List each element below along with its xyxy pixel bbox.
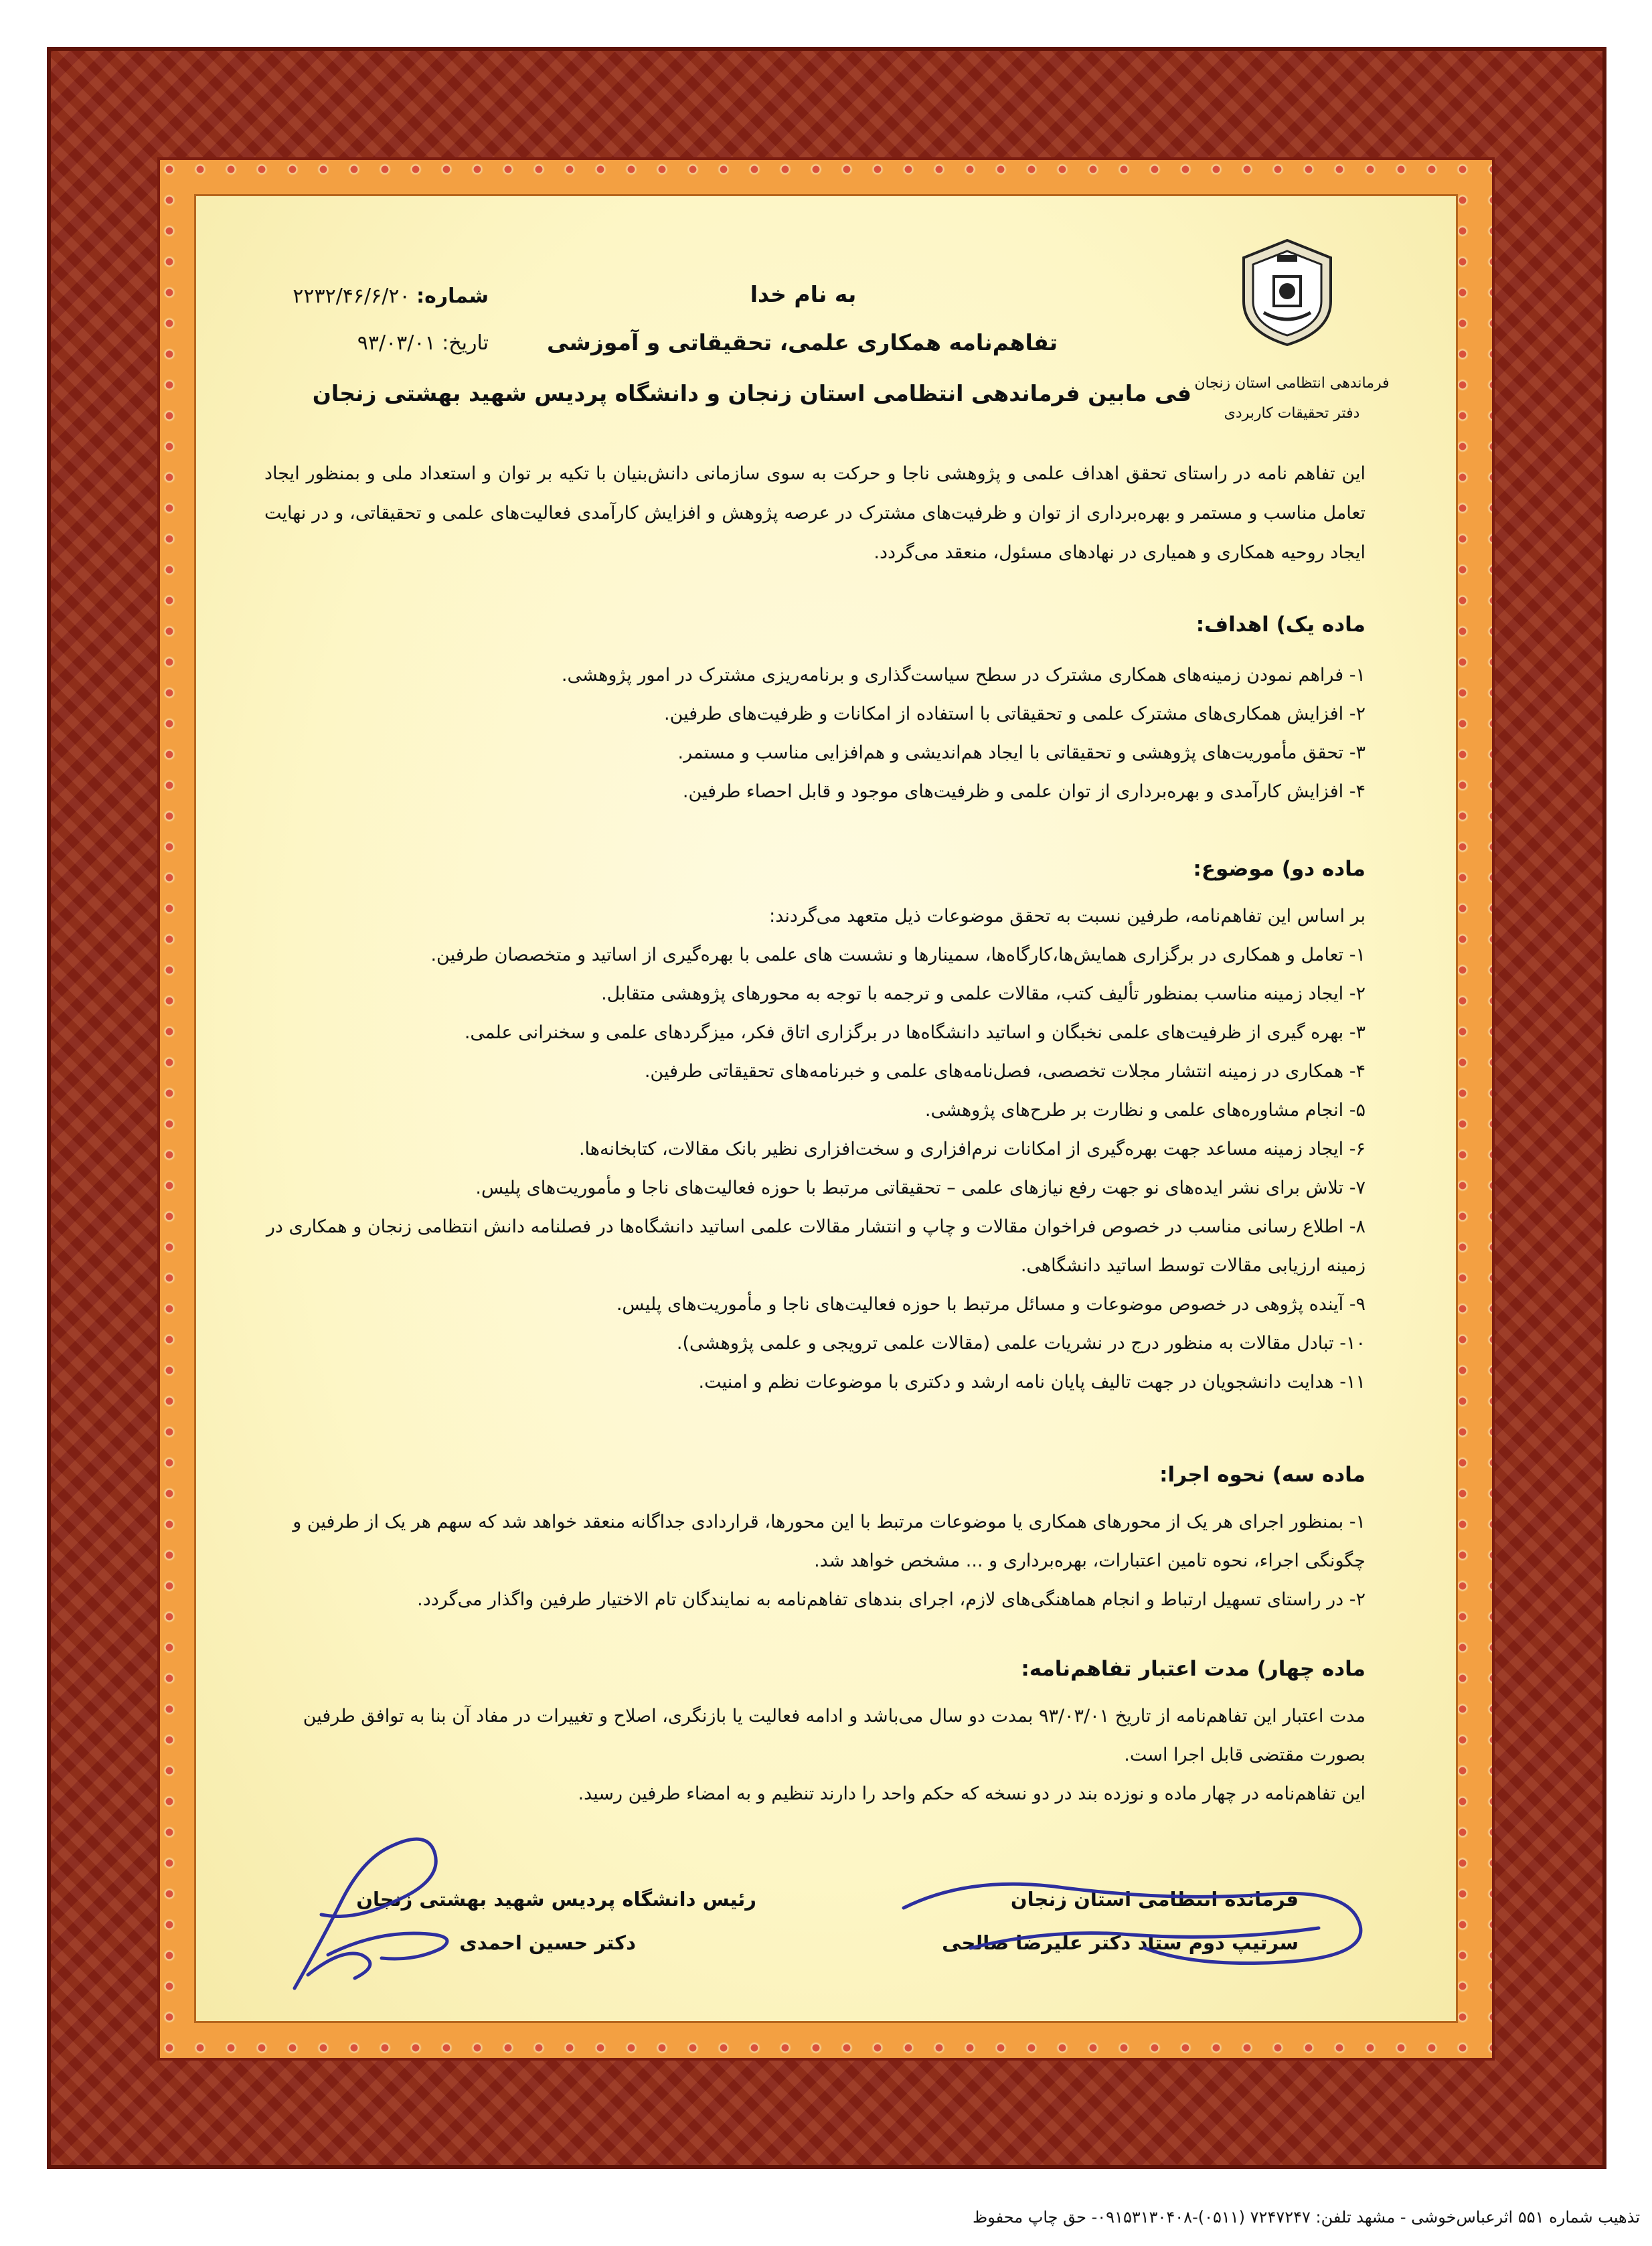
list-item: ۱۰- تبادل مقالات به منظور درج در نشریات علمی (مقالات علمی ترویجی و علمی پژوهشی). <box>676 1333 1366 1354</box>
closing-paragraph: این تفاهم‌نامه در چهار ماده و نوزده بند در دو نسخه که حکم واحد را دارند تنظیم و به امضاء طرفین رسید. <box>578 1783 1366 1804</box>
police-emblem-icon <box>1237 238 1337 348</box>
emblem-caption: فرماندهی انتظامی استان زنجان <box>1194 375 1390 392</box>
number-field <box>261 285 489 308</box>
document-subtitle: فی مابین فرماندهی انتظامی استان زنجان و دانشگاه پردیس شهید بهشتی زنجان <box>312 380 1191 406</box>
left-signature-mark <box>281 1821 495 2002</box>
article2-heading: ماده دو) موضوع: <box>1193 857 1366 881</box>
list-item: ۱- تعامل و همکاری در برگزاری همایش‌ها،کارگاه‌ها، سمینارها و نشست های علمی با بهره‌گیری از اساتید و متخصصان طرفین. <box>430 945 1366 965</box>
list-item: ۲- افزایش همکاری‌های مشترک علمی و تحقیقاتی با استفاده از امکانات و ظرفیت‌های طرفین. <box>664 704 1366 724</box>
printer-footer: تذهیب شماره ۵۵۱ اثرعباس‌خوشی - مشهد تلفن: ۷۲۴۷۲۴۷ (۰۵۱۱)-۰۹۱۵۳۱۳۰۴۰۸- حق چاپ محفوظ <box>973 2208 1640 2227</box>
validity-paragraph: مدت اعتبار این تفاهم‌نامه از تاریخ ۹۳/۰۳/۰۱ بمدت دو سال می‌باشد و ادامه فعالیت یا بازنگری، اصلاح و تغییرات در مفاد آن بنا به توافق طرفین بصورت مقتضی قابل اجرا است. <box>303 1706 1366 1765</box>
article4-body <box>264 1697 1366 1814</box>
right-signatory-title: فرمانده انتظامی استان زنجان <box>1010 1888 1299 1911</box>
left-signatory-name: دکتر حسین احمدی <box>459 1931 636 1954</box>
date-field <box>261 331 489 355</box>
date-value: ۹۳/۰۳/۰۱ <box>357 331 436 355</box>
article1-list <box>264 656 1366 811</box>
document-title: تفاهم‌نامه همکاری علمی، تحقیقاتی و آموزشی <box>547 329 1058 355</box>
article2-intro: بر اساس این تفاهم‌نامه، طرفین نسبت به تحقق موضوعات ذیل متعهد می‌گردند: <box>769 906 1366 927</box>
list-item: ۱- فراهم نمودن زمینه‌های همکاری مشترک در سطح سیاست‌گذاری و برنامه‌ریزی مشترک در امور پژوهشی. <box>561 665 1366 686</box>
emblem-subcaption: دفتر تحقیقات کاربردی <box>1224 405 1360 422</box>
list-item: ۳- بهره گیری از ظرفیت‌های علمی نخبگان و اساتید دانشگاه‌ها در برگزاری اتاق فکر، میزگردهای علمی و سخنرانی علمی. <box>464 1022 1366 1043</box>
article4-heading: ماده چهار) مدت اعتبار تفاهم‌نامه: <box>1021 1657 1366 1681</box>
list-item: ۴- همکاری در زمینه انتشار مجلات تخصصی، فصل‌نامه‌های علمی و خبرنامه‌های تحقیقاتی طرفین. <box>644 1061 1366 1082</box>
intro-paragraph: این تفاهم نامه در راستای تحقق اهداف علمی و پژوهشی ناجا و حرکت به سوی سازمانی دانش‌بنیان با تکیه بر توان و استعداد ملی و بمنظور ایجاد تعامل مناسب و مستمر و بهره‌برداری از توان و ظرفیت‌های مشترک در عرصه پژوهش و افزایش کارآمدی فعالیت‌های علمی و تحقیقاتی، و در نهایت ایجاد روحیه همکاری و همیاری در نهادهای مسئول، منعقد می‌گردد. <box>264 463 1366 563</box>
list-item: ۲- ایجاد زمینه مناسب بمنظور تألیف کتب، مقالات علمی و ترجمه با توجه به محورهای پژوهشی متقابل. <box>601 983 1366 1004</box>
list-item: ۶- ایجاد زمینه مساعد جهت بهره‌گیری از امکانات نرم‌افزاری و سخت‌افزاری نظیر بانک مقالات، کتابخانه‌ها. <box>578 1139 1366 1159</box>
list-item: ۴- افزایش کارآمدی و بهره‌برداری از توان علمی و ظرفیت‌های موجود و قابل احصاء طرفین. <box>682 781 1366 802</box>
list-item: ۳- تحقق مأموریت‌های پژوهشی و تحقیقاتی با ایجاد هم‌اندیشی و هم‌افزایی مناسب و مستمر. <box>677 742 1366 763</box>
list-item: ۵- انجام مشاوره‌های علمی و نظارت بر طرح‌های پژوهشی. <box>924 1100 1366 1121</box>
article3-heading: ماده سه) نحوه اجرا: <box>1159 1463 1366 1487</box>
right-signature-mark <box>890 1848 1399 1982</box>
number-label: شماره: <box>416 285 489 308</box>
article3-list <box>264 1503 1366 1619</box>
date-label: تاریخ: <box>442 331 489 355</box>
list-item: ۷- تلاش برای نشر ایده‌های نو جهت رفع نیازهای علمی – تحقیقاتی مرتبط با حوزه فعالیت‌های ناجا و مأموریت‌های پلیس. <box>475 1178 1366 1198</box>
article2-list <box>264 897 1366 1402</box>
bismillah: به نام خدا <box>750 281 857 307</box>
list-item: ۱- بمنظور اجرای هر یک از محورهای همکاری یا موضوعات مرتبط با این محورها، قراردادی جداگانه منعقد خواهد شد که سهم هر یک از طرفین و چگونگی اجراء، نحوه تامین اعتبارات، بهره‌برداری و ... مشخص خواهد شد. <box>293 1512 1366 1571</box>
list-item: ۸- اطلاع رسانی مناسب در خصوص فراخوان مقالات و چاپ و انتشار مقالات علمی اساتید دانشگاه‌ها در فصلنامه دانش انتظامی زنجان و همکاری در زمینه ارزیابی مقالات توسط اساتید دانشگاهی. <box>266 1216 1366 1276</box>
article1-heading: ماده یک) اهداف: <box>1195 613 1366 637</box>
right-signatory-name: سرتیپ دوم ستاد دکتر علیرضا صالحی <box>942 1931 1299 1954</box>
list-item: ۲- در راستای تسهیل ارتباط و انجام هماهنگی‌های لازم، اجرای بندهای تفاهم‌نامه به نمایندگان تام الاختیار طرفین واگذار می‌گردد. <box>417 1589 1366 1610</box>
left-signatory-title: رئیس دانشگاه پردیس شهید بهشتی زنجان <box>356 1888 756 1911</box>
list-item: ۹- آینده پژوهی در خصوص موضوعات و مسائل مرتبط با حوزه فعالیت‌های ناجا و مأموریت‌های پلیس. <box>616 1294 1366 1315</box>
number-value: ۲۲۳۲/۴۶/۶/۲۰ <box>293 285 410 308</box>
list-item: ۱۱- هدایت دانشجویان در جهت تالیف پایان نامه ارشد و دکتری با موضوعات نظم و امنیت. <box>698 1372 1366 1392</box>
